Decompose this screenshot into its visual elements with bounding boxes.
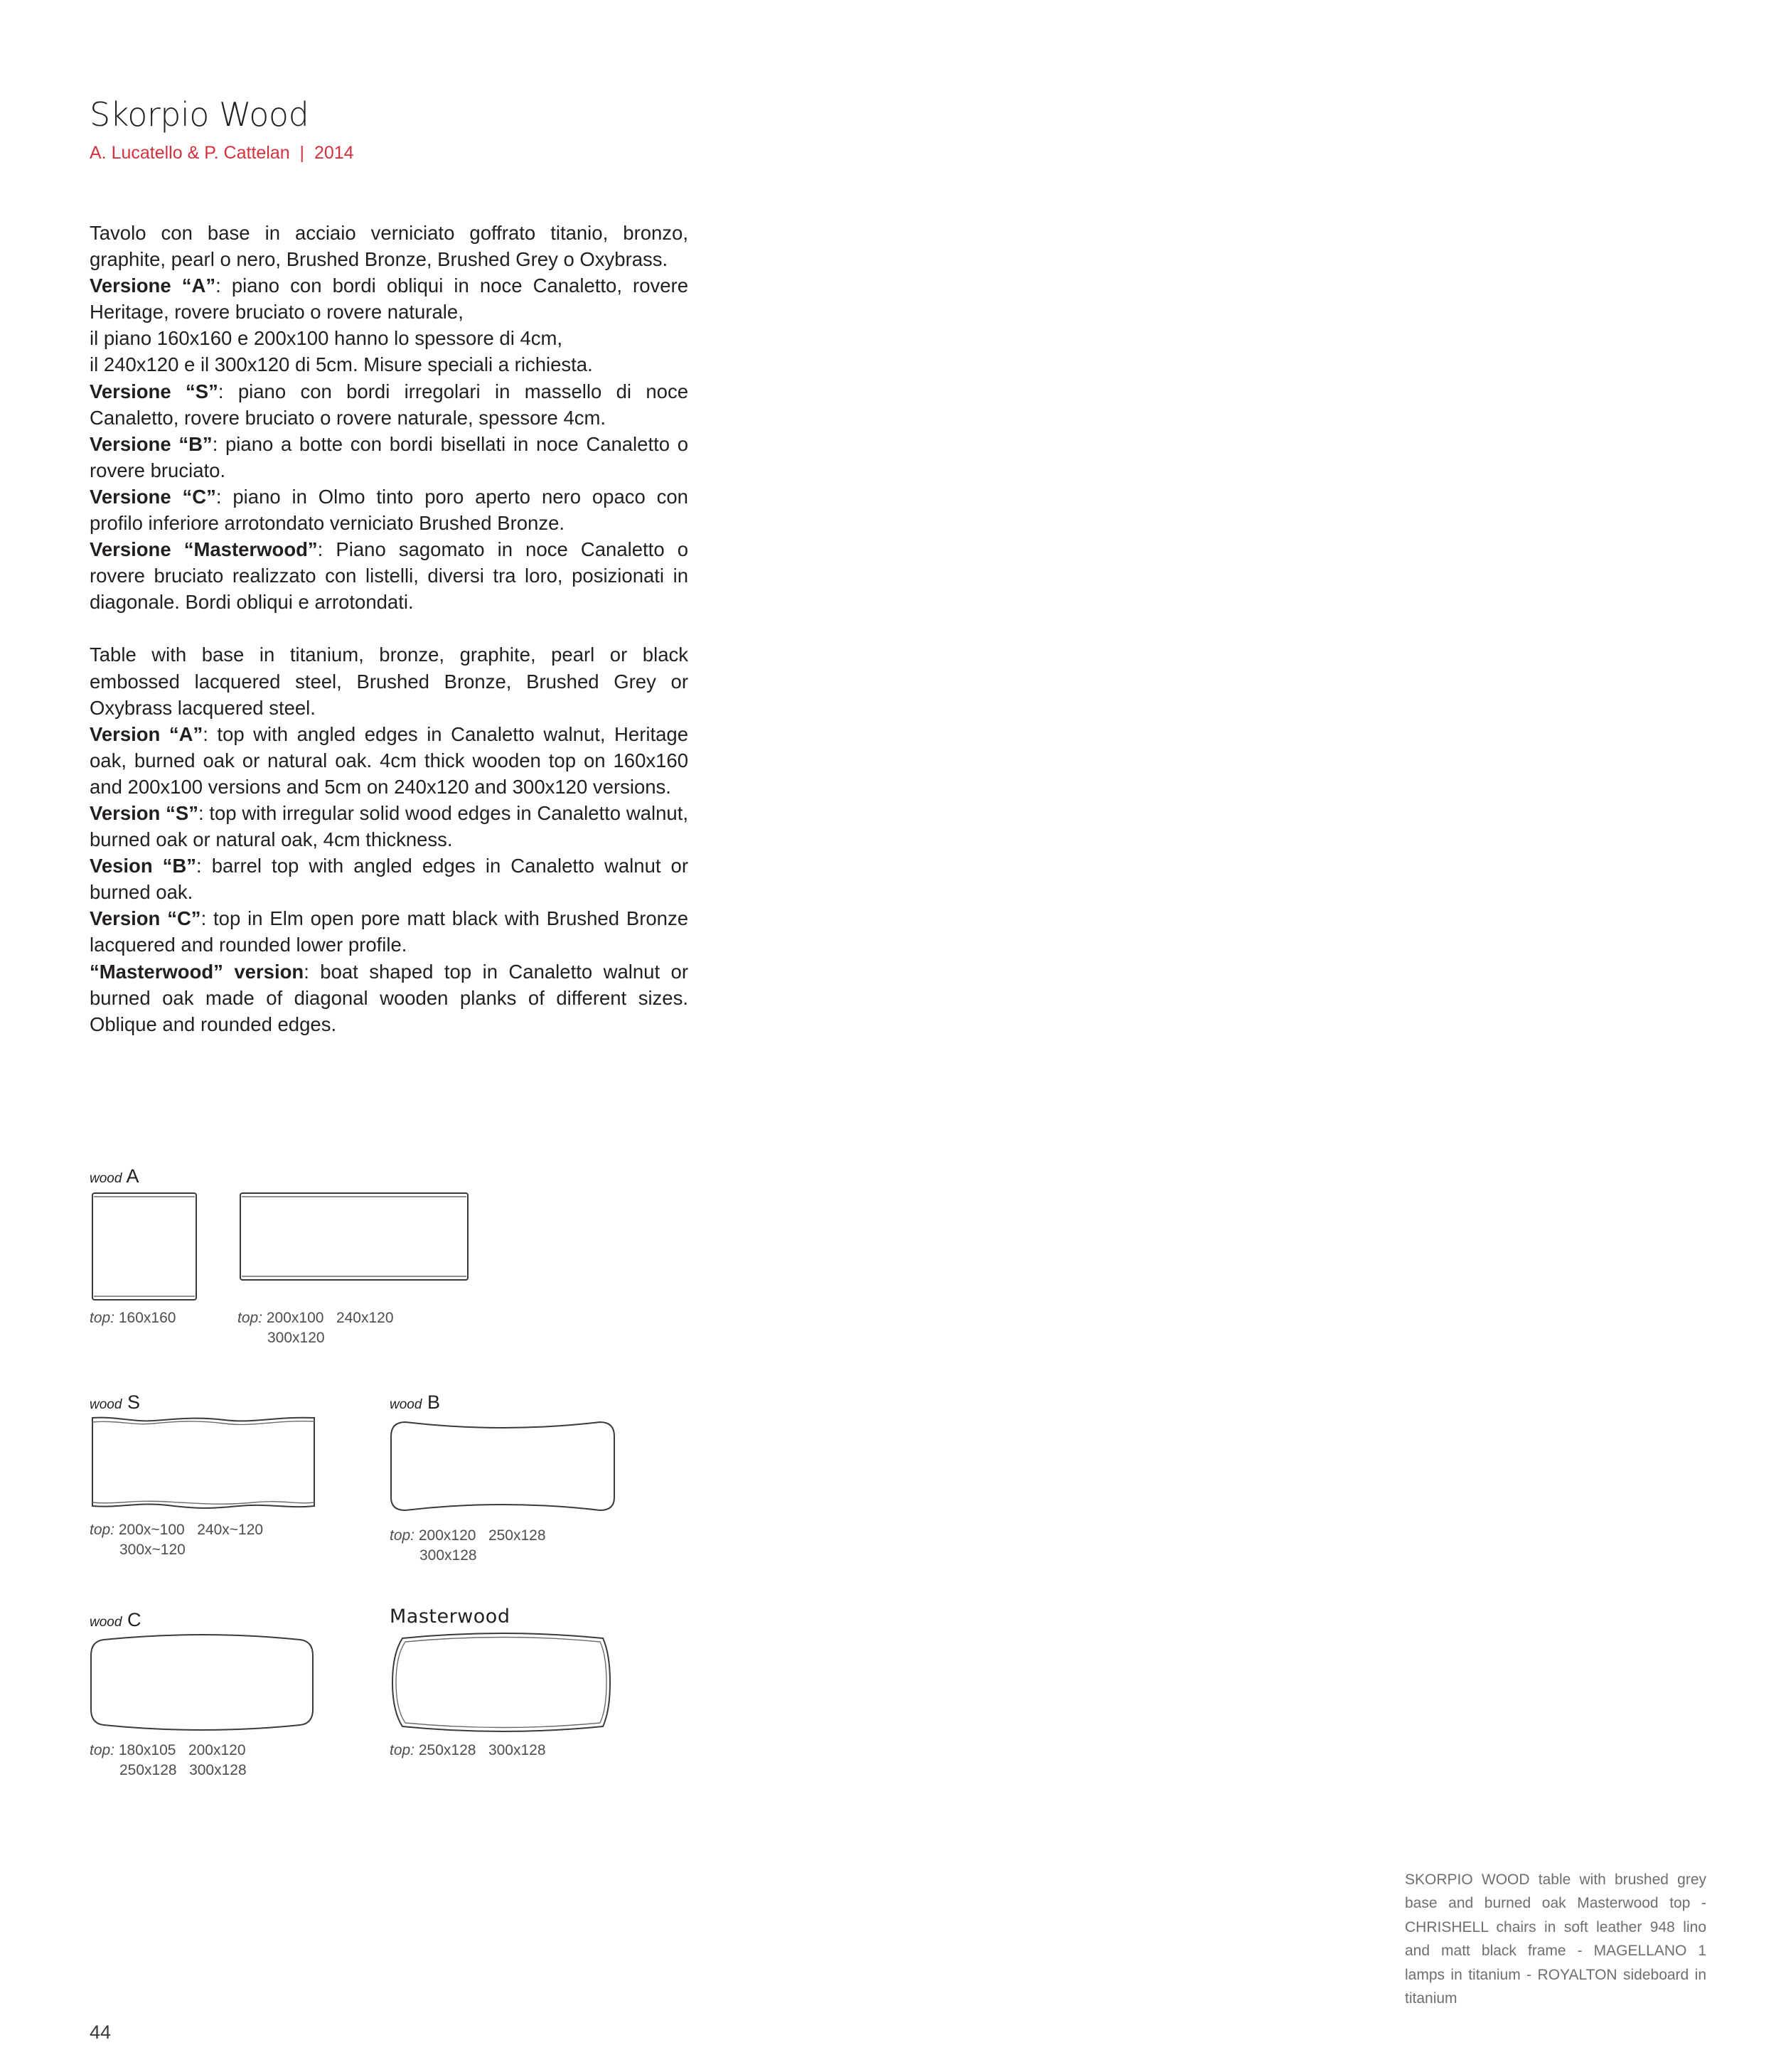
description-block — [90, 220, 688, 1037]
wood-b-top-drawing — [387, 1419, 619, 1515]
wood-a-rect-top-drawing — [237, 1190, 472, 1283]
wood-s-heading: wood S — [90, 1392, 140, 1413]
photo-caption: SKORPIO WOOD table with brushed grey base and burned oak Masterwood top - CHRISHELL chairs in soft leather 948 lino and matt black frame - MAGELLANO 1 lamps in titanium - ROYALTON sideboard in titanium — [1405, 1871, 1706, 2007]
paragraph-gap — [90, 615, 688, 641]
designer-credit: A. Lucatello & P. Cattelan | 2014 — [90, 143, 354, 163]
italian-version-c: Versione “C”: piano in Olmo tinto poro aperto nero opaco con profilo inferiore arrotondato verniciato Brushed Bronze. — [90, 485, 688, 535]
english-intro: Table with base in titanium, bronze, graphite, pearl or black embossed lacquered steel, Brushed Bronze, Brushed Grey or Oxybrass lacquered steel. — [90, 644, 688, 719]
italian-masterwood: Versione “Masterwood”: Piano sagomato in noce Canaletto o rovere bruciato realizzato con listelli, diversi tra loro, posizionati in diagonale. Bordi obliqui e arrotondati. — [90, 538, 688, 614]
wood-b-sizes: top: 200x120 250x128 300x128 — [390, 1527, 546, 1564]
wood-b-heading: wood B — [390, 1392, 440, 1413]
italian-version-a-special: il 240x120 e il 300x120 di 5cm. Misure speciali a richiesta. — [90, 353, 593, 376]
masterwood-sizes: top: 250x128 300x128 — [390, 1742, 546, 1758]
wood-a-square-sizes: top: 160x160 — [90, 1310, 176, 1326]
italian-version-b: Versione “B”: piano a botte con bordi bisellati in noce Canaletto o rovere bruciato. — [90, 432, 688, 481]
italian-version-s: Versione “S”: piano con bordi irregolari in massello di noce Canaletto, rovere bruciato o rovere naturale, spessore 4cm. — [90, 380, 688, 429]
wood-c-top-drawing — [87, 1634, 319, 1732]
english-version-c: Version “C”: top in Elm open pore matt black with Brushed Bronze lacquered and rounded lower profile. — [90, 907, 688, 956]
italian-version-a: Versione “A”: piano con bordi obliqui in noce Canaletto, rovere Heritage, rovere bruciato o rovere naturale, — [90, 274, 688, 324]
page-title: Skorpio Wood — [90, 95, 309, 134]
english-version-b: Vesion “B”: barrel top with angled edges in Canaletto walnut or burned oak. — [90, 855, 688, 904]
italian-version-a-thickness: il piano 160x160 e 200x100 hanno lo spessore di 4cm, — [90, 327, 563, 350]
wood-a-heading: wood A — [90, 1165, 139, 1187]
wood-s-sizes: top: 200x~100 240x~120 300x~120 — [90, 1522, 264, 1558]
english-masterwood: “Masterwood” version: boat shaped top in Canaletto walnut or burned oak made of diagonal wooden planks of different sizes. Oblique and rounded edges. — [90, 960, 688, 1035]
wood-a-square-top-drawing — [90, 1190, 203, 1304]
page-number: 44 — [90, 2022, 112, 2043]
wood-a-rect-sizes: top: 200x100 240x120 300x120 — [237, 1310, 394, 1346]
wood-s-top-drawing — [90, 1414, 317, 1513]
english-version-a: Version “A”: top with angled edges in Canaletto walnut, Heritage oak, burned oak or natural oak. 4cm thick wooden top on 160x160 and 200x100 versions and 5cm on 240x120 and 300x120 versions. — [90, 722, 688, 798]
masterwood-top-drawing — [387, 1633, 619, 1732]
italian-intro: Tavolo con base in acciaio verniciato goffrato titanio, bronzo, graphite, pearl o nero, Brushed Bronze, Brushed Grey o Oxybrass. — [90, 222, 688, 271]
english-version-s: Version “S”: top with irregular solid wood edges in Canaletto walnut, burned oak or natural oak, 4cm thickness. — [90, 801, 688, 851]
wood-c-sizes: top: 180x105 200x120 250x128 300x128 — [90, 1742, 247, 1778]
masterwood-heading: Masterwood — [390, 1606, 510, 1628]
wood-c-heading: wood C — [90, 1609, 141, 1630]
